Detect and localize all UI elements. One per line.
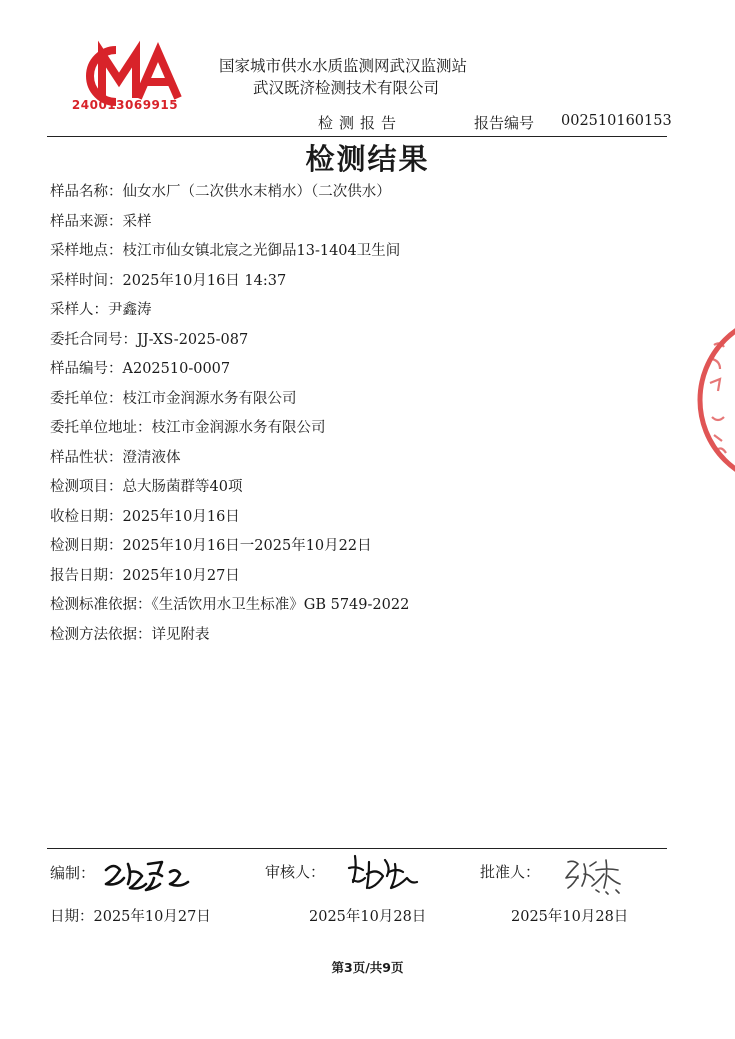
field-receipt-date: 收检日期：2025年10月16日 xyxy=(50,508,240,525)
report-type-label: 检测报告 xyxy=(318,114,403,132)
organization-name-line2: 武汉既济检测技术有限公司 xyxy=(253,79,440,97)
field-sampler: 采样人：尹鑫涛 xyxy=(50,302,152,318)
field-client: 委托单位：枝江市金润源水务有限公司 xyxy=(50,390,297,407)
field-sample-appearance: 样品性状：澄清液体 xyxy=(50,449,181,466)
field-test-date: 检测日期：2025年10月16日一2025年10月22日 xyxy=(50,538,372,554)
partial-seal-stamp xyxy=(690,325,735,475)
approver-signature xyxy=(560,852,640,898)
cma-logo-number: 240013069915 xyxy=(71,98,179,112)
compiler-label: 编制： xyxy=(50,864,96,882)
field-contract-number: 委托合同号：JJ-XS-2025-087 xyxy=(50,331,249,348)
field-test-method: 检测方法依据：详见附表 xyxy=(50,626,210,643)
field-client-address: 委托单位地址：枝江市金润源水务有限公司 xyxy=(50,420,326,436)
approver-label: 批准人： xyxy=(480,863,541,881)
field-sample-name: 样品名称：仙女水厂（二次供水末梢水）（二次供水） xyxy=(50,184,391,200)
review-date: 2025年10月28日 xyxy=(309,909,427,925)
report-number: 002510160153 xyxy=(561,113,672,129)
page-number: 第3页/共9页 xyxy=(331,960,404,975)
approve-date: 2025年10月28日 xyxy=(511,909,629,925)
field-sampling-location: 采样地点：枝江市仙女镇北宸之光御品13-1404卫生间 xyxy=(50,243,401,259)
signature-divider xyxy=(47,848,667,849)
page-title: 检测结果 xyxy=(305,142,430,176)
field-test-standard: 检测标准依据：《生活饮用水卫生标准》GB 5749-2022 xyxy=(50,597,410,613)
field-report-date: 报告日期：2025年10月27日 xyxy=(50,567,240,584)
compile-date: 日期：2025年10月27日 xyxy=(50,909,211,925)
reviewer-signature xyxy=(345,850,425,898)
sample-info-list xyxy=(50,180,409,652)
field-test-items: 检测项目：总大肠菌群等40项 xyxy=(50,479,243,495)
field-sampling-time: 采样时间：2025年10月16日 14:37 xyxy=(50,272,287,289)
organization-name-line1: 国家城市供水水质监测网武汉监测站 xyxy=(219,57,468,75)
field-sample-number: 样品编号：A202510-0007 xyxy=(50,361,231,377)
reviewer-label: 审核人： xyxy=(265,863,326,881)
field-sample-source: 样品来源：采样 xyxy=(50,213,152,230)
compiler-signature xyxy=(100,850,200,898)
report-number-label: 报告编号 xyxy=(474,114,535,132)
